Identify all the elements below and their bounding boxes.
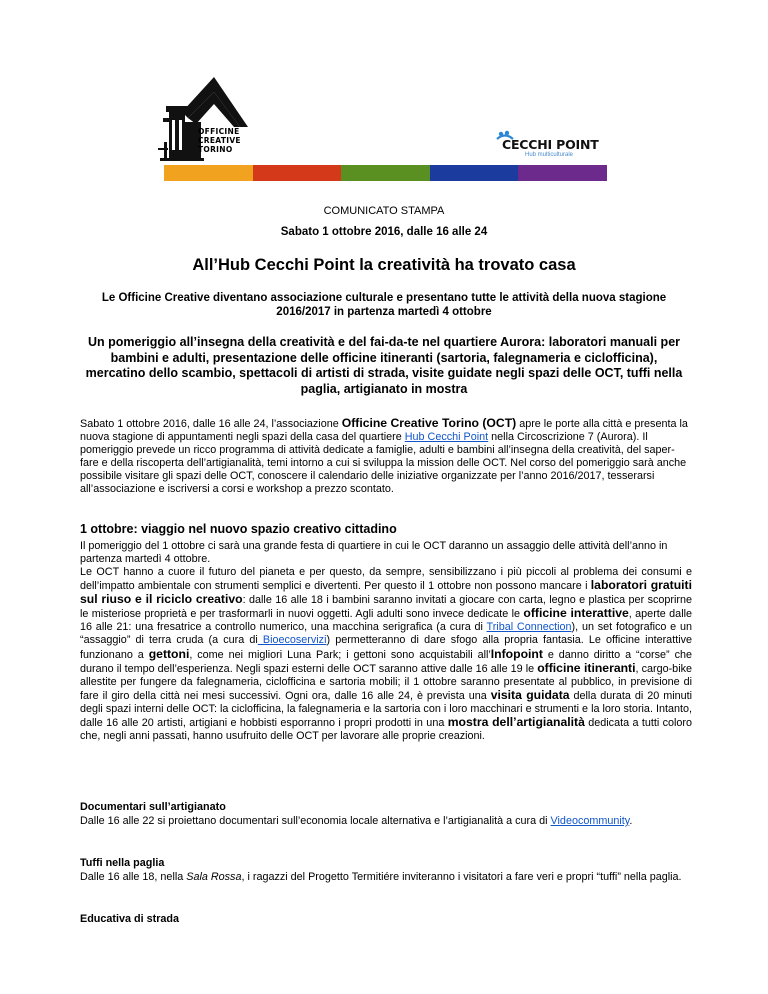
subtitle-primary: Le Officine Creative diventano associazione culturale e presentano tutte le attività della nuova stagione 2016/2017 in partenza martedì 4 ottobre xyxy=(101,292,667,318)
highlight-text: officine interattive xyxy=(523,606,629,621)
section-heading: 1 ottobre: viaggio nel nuovo spazio creativo cittadino xyxy=(80,522,397,536)
oct-logo-line: CREATIVE xyxy=(198,136,241,145)
cecchi-point-name: CECCHI POINT xyxy=(502,137,599,152)
officine-creative-torino-logo xyxy=(152,72,252,170)
highlight-text: Infopoint xyxy=(490,646,543,661)
subtitle-secondary: Un pomeriggio all’insegna della creatività e del fai-da-te nel quartiere Aurora: laboratori manuali per bambini e adulti, presentazione delle officine itineranti (sartoria, falegnameria e ciclofficina), mercatino dello scambio, spettacoli di artisti di strada, visite guidate negli spazi delle OCT, tuffi nella paglia, artigianato in mostra xyxy=(85,335,683,396)
section-body-paragraph xyxy=(80,566,692,743)
oct-logo-line: TORINO xyxy=(198,145,233,154)
educativa-heading: Educativa di strada xyxy=(80,913,180,925)
oct-logo-icon xyxy=(152,72,252,170)
intro-paragraph xyxy=(80,417,692,497)
header-color-bar xyxy=(164,165,607,181)
cecchi-point-logo xyxy=(493,130,613,162)
color-block-green xyxy=(341,165,430,181)
body-text: . xyxy=(629,815,633,827)
body-text: ) permetteranno di dare sfogo alla propria fantasia. Le officine interattive funzionano a xyxy=(80,634,692,661)
highlight-text: mostra dell’artigianalità xyxy=(447,715,585,730)
tuffi-paragraph xyxy=(80,871,692,884)
body-text: , aperte dalle 16 alle 21: una fresatrice a controllo numerico, una macchina serigrafica (a cura di xyxy=(80,608,692,634)
intro-text: apre le porte alla città e presenta la nuova stagione di appuntamenti negli spazi della casa del quartiere xyxy=(80,418,688,444)
body-text: : dalle 16 alle 18 i bambini saranno invitati a giocare con carta, legno e plastica per scoprirne le misteriose proprietà e per trasformarli in nuovi oggetti. Agli adulti sono invece dedicate le xyxy=(80,594,692,621)
cecchi-point-subtitle: Hub multiculturale xyxy=(525,152,574,158)
color-block-orange xyxy=(164,165,253,181)
color-block-red xyxy=(253,165,342,181)
body-text: , cargo-bike allestite per fungere da falegnameria, ciclofficina e sartoria mobili; il 1 ottobre saranno presentate al pubblico, in previsione di fare il giro della città nei mesi successivi. Ogni ora, dalle 16 alle 24, è prevista una xyxy=(80,662,692,702)
color-block-purple xyxy=(518,165,607,181)
body-text: , come nei migliori Luna Park; i gettoni sono acquistabili all’ xyxy=(189,648,491,661)
press-release-label: COMUNICATO STAMPA xyxy=(323,205,445,217)
body-text: ), un set fotografico e un “assaggio” di terra cruda (a cura di xyxy=(80,621,692,647)
oct-logo-text xyxy=(198,127,241,154)
highlight-text: laboratori gratuiti sul riuso e il riciclo creativo xyxy=(80,578,692,607)
body-text: Le OCT hanno a cuore il futuro del pianeta e per questo, da sempre, sensibilizzano i più piccoli al problema dei consumi e dell’impatto ambientale con strumenti semplici e divertenti. Per questo il 1 ottobre non possono mancare i xyxy=(80,566,692,593)
tuffi-heading: Tuffi nella paglia xyxy=(80,857,165,869)
tribal-connection-link[interactable]: Tribal Connection xyxy=(486,621,572,634)
intro-text: Sabato 1 ottobre 2016, dalle 16 alle 24, l’associazione xyxy=(80,418,342,430)
highlight-text: officine itineranti xyxy=(537,660,636,675)
documentari-paragraph xyxy=(80,815,692,828)
oct-logo-line: OFFICINE xyxy=(198,127,240,136)
bioecoservizi-link[interactable]: Bioecoservizi xyxy=(257,634,327,647)
highlight-text: gettoni xyxy=(148,646,190,661)
body-text: e danno diritto a “corse” che durano il tempo dell’esperienza. Negli spazi esterni delle OCT saranno attive dalle 16 alle 19 le xyxy=(80,648,692,675)
sala-rossa-text: Sala Rossa xyxy=(186,871,242,883)
videocommunity-link[interactable]: Videocommunity xyxy=(550,815,630,827)
body-text: dedicata a tutti coloro che, negli anni passati, hanno usufruito delle OCT per lavorare alle proprie creazioni. xyxy=(80,717,693,743)
highlight-text: visita guidata xyxy=(490,687,570,702)
body-text: , i ragazzi del Progetto Termitiére inviteranno i visitatori a fare veri e propri “tuffi” nella paglia. xyxy=(241,871,682,883)
section-intro-paragraph: Il pomeriggio del 1 ottobre ci sarà una grande festa di quartiere in cui le OCT daranno un assaggio delle attività dell’anno in partenza martedì 4 ottobre. xyxy=(80,540,668,566)
body-text: della durata di 20 minuti degli spazi interni delle OCT: la ciclofficina, la falegnameria e la sartoria con i loro macchinari e strumenti e la loro storia. Intanto, dalle 16 alle 20 artisti, artigiani e hobbisti esporranno i propri prodotti in una xyxy=(80,689,693,730)
page-title: All’Hub Cecchi Point la creatività ha trovato casa xyxy=(192,256,576,274)
documentari-heading: Documentari sull’artigianato xyxy=(80,801,226,813)
color-block-blue xyxy=(430,165,519,181)
intro-text: nella Circoscrizione 7 (Aurora). Il pomeriggio prevede un ricco programma di attività dedicate a famiglie, adulti e bambini all’insegna della creatività, del saper-fare e della riscoperta dell’artigianalità, temi intorno a cui si sviluppa la mission delle OCT. Nel corso del pomeriggio sarà anche possibile visitare gli spazi delle OCT, conoscere il calendario delle iniziative organizzate per l’anno 2016/2017, tesserarsi all’associazione e iscriversi a corsi e workshop a prezzo scontato. xyxy=(80,431,687,496)
event-date: Sabato 1 ottobre 2016, dalle 16 alle 24 xyxy=(280,226,488,238)
organization-name: Officine Creative Torino (OCT) xyxy=(341,416,517,430)
body-text: Dalle 16 alle 18, nella xyxy=(80,871,187,883)
body-text: Dalle 16 alle 22 si proiettano documentari sull’economia locale alternativa e l’artigianalità a cura di xyxy=(80,815,551,827)
hub-cecchi-point-link[interactable]: Hub Cecchi Point xyxy=(404,431,489,444)
